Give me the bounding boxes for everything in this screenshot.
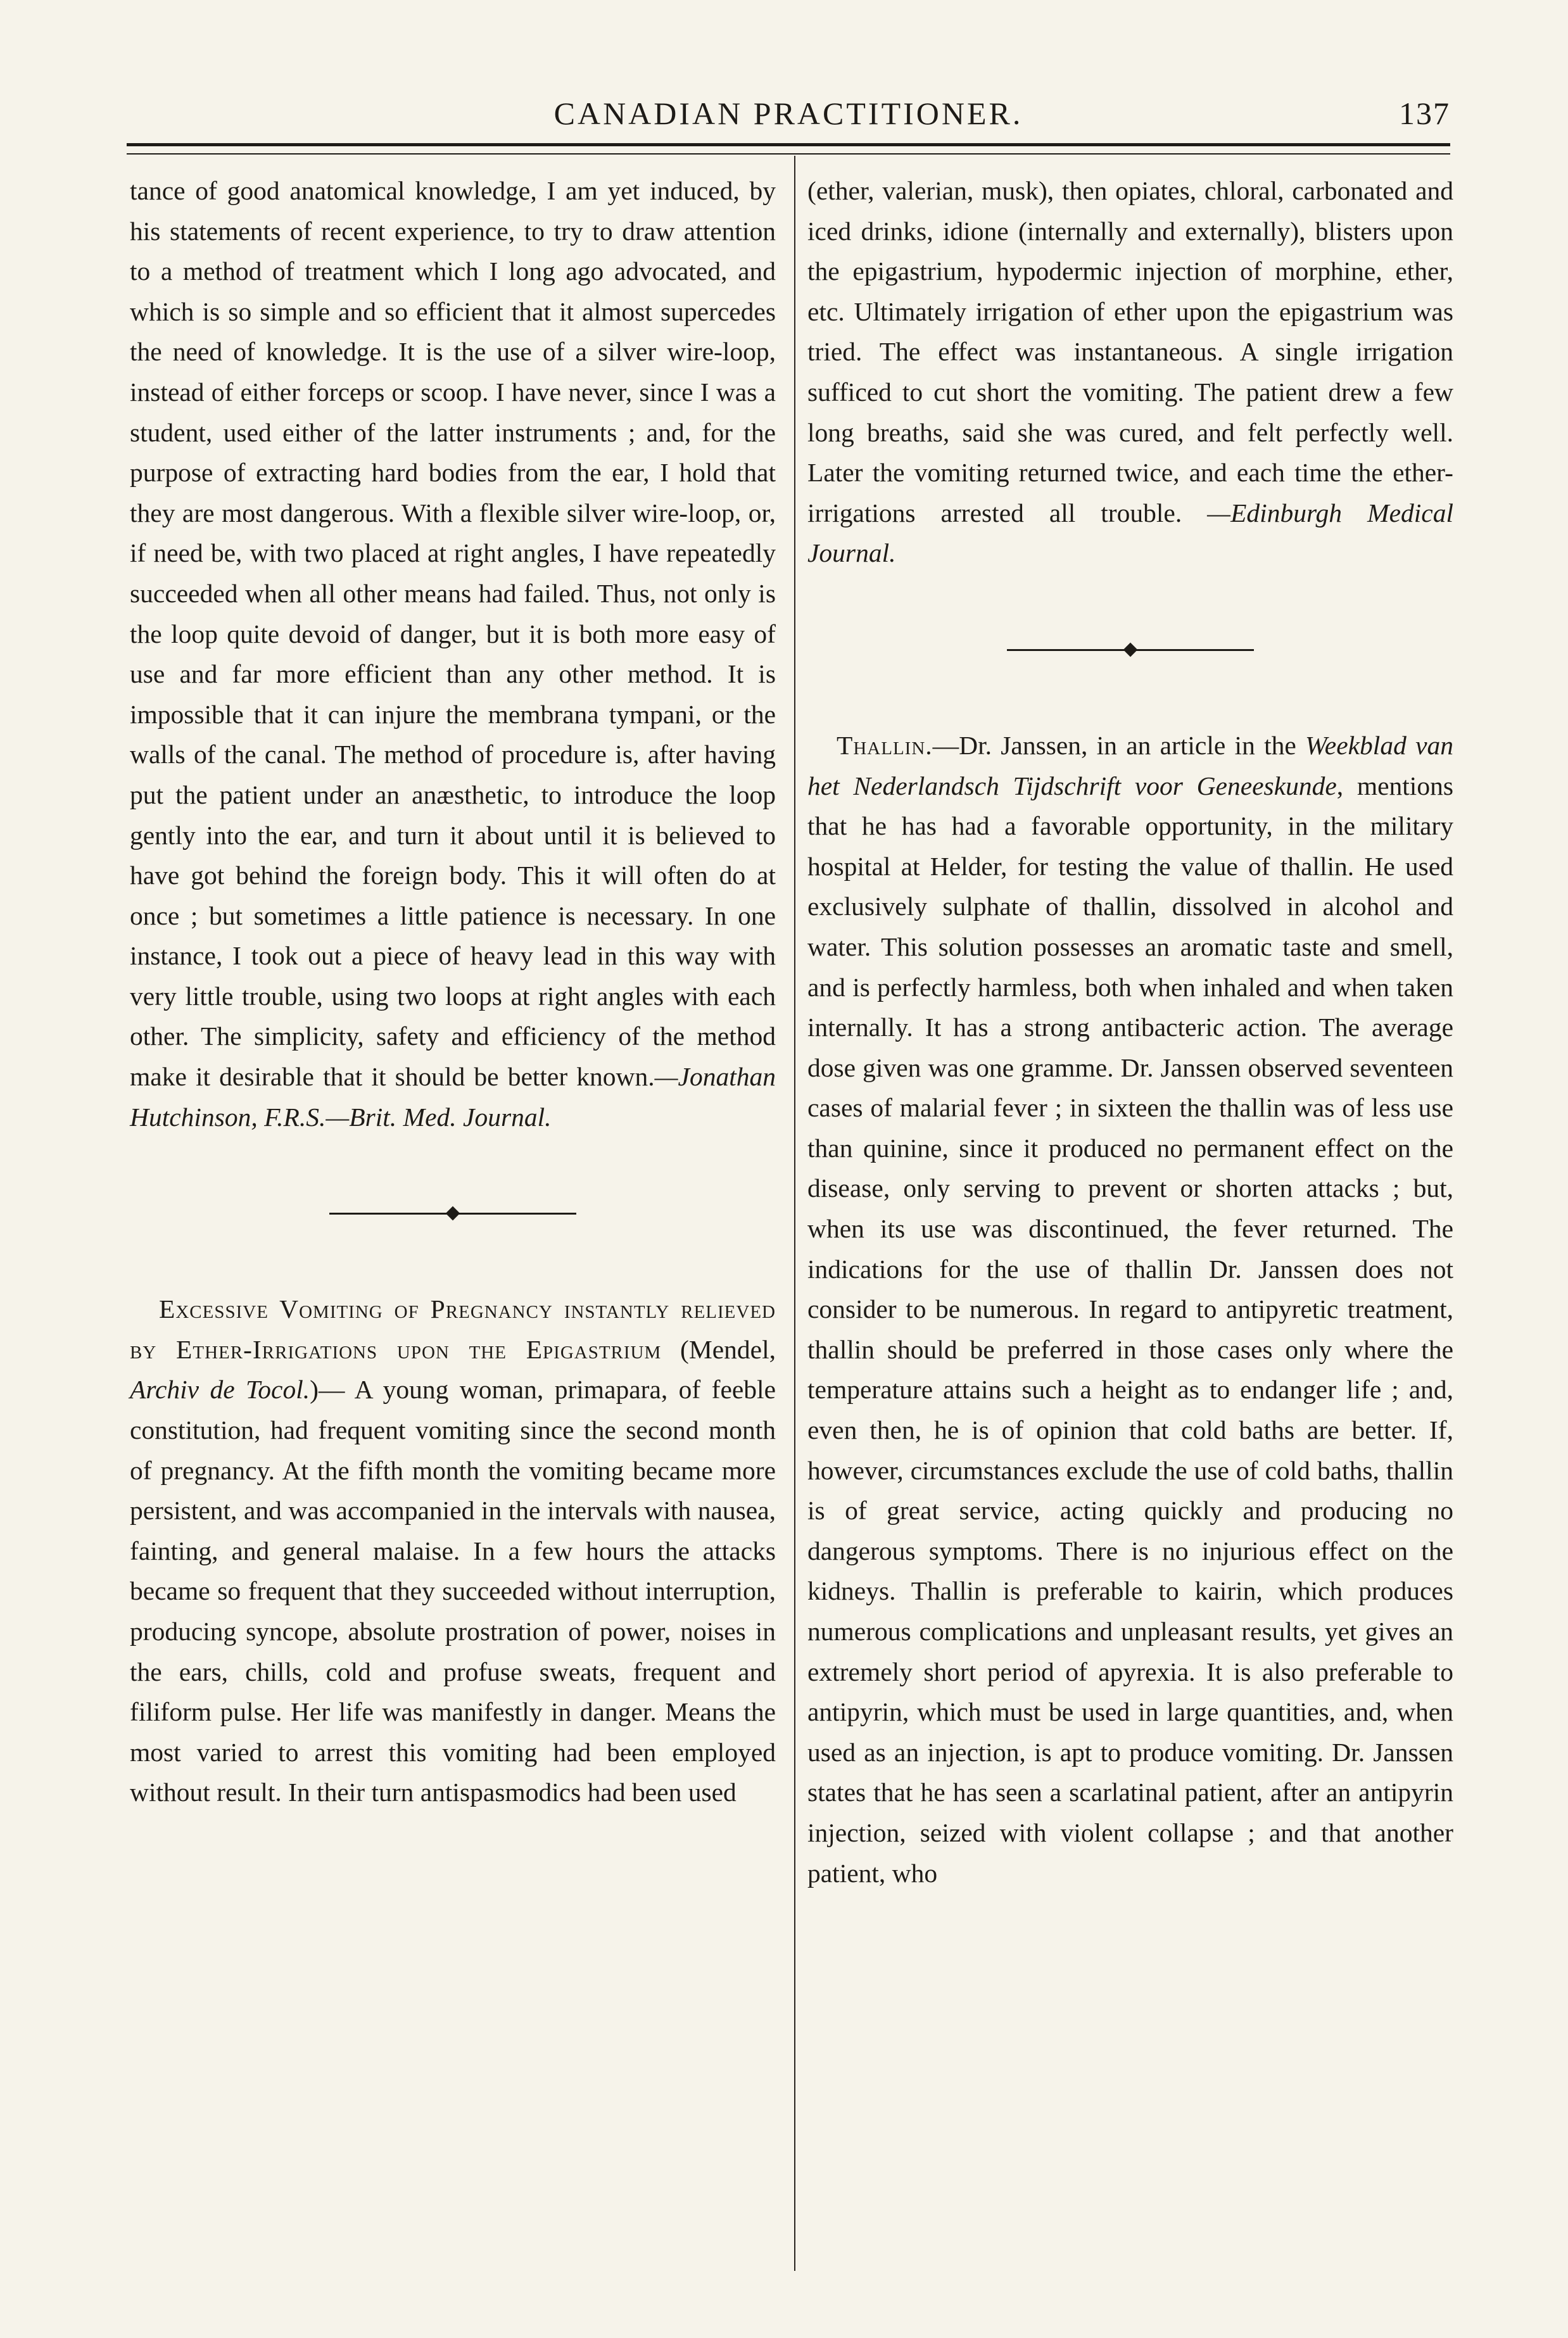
continued-paragraph — [807, 171, 1453, 574]
column-divider — [794, 156, 795, 2271]
page-number: 137 — [1399, 96, 1450, 131]
source-journal: Archiv de Tocol. — [130, 1375, 310, 1405]
section-separator — [1007, 637, 1254, 662]
paragraph-text: (ether, valerian, musk), then opiates, chloral, carbonated and iced drinks, idione (internally and externally), blisters upon the epigastrium, hypodermic injection of morphine, ether, etc. Ultimately irrigation of ether upon the epigastrium was tried. The effect was instantaneous. A single irrigation sufficed to cut short the vomiting. The patient drew a few long breaths, said she was cured, and felt perfectly well. Later the vomiting returned twice, and each time the ether-irrigations arrested all trouble. — [807, 176, 1453, 528]
article-body: , mentions that he has had a favorable opportunity, in the military hospital at Helder, for testing the value of thallin. He used exclusively sulphate of thallin, dissolved in alcohol and water. This solution possesses an aromatic taste and smell, and is perfectly harmless, both when inhaled and when taken internally. It has a strong antibacteric action. The average dose given was one gramme. Dr. Janssen observed seventeen cases of malarial fever ; in sixteen the thallin was of less use than quinine, since it produced no permanent effect on the disease, only serving to prevent or shorten attacks ; but, when its use was discontinued, the fever returned. The indications for the use of thallin Dr. Janssen does not consider to be numerous. In regard to antipyretic treatment, thallin should be preferred in those cases only where the temperature attains such a height as to endanger life ; and, even then, he is of opinion that cold baths are better. If, however, circumstances exclude the use of cold baths, thallin is of great service, acting quickly and producing no dangerous symptoms. There is no injurious effect on the kidneys. Thallin is preferable to kairin, which produces numerous complications and unpleasant results, yet gives an extremely short period of apyrexia. It is also preferable to antipyrin, which must be used in large quantities, and, when used as an injection, is apt to produce vomiting. Dr. Janssen states that he has seen a scarlatinal patient, after an antipyrin injection, seized with violent collapse ; and that another patient, who — [807, 771, 1453, 1888]
citation: —Edinburgh Medical Journal. — [807, 498, 1453, 568]
header-rule-thick — [127, 143, 1450, 146]
paragraph-text: tance of good anatomical knowledge, I am yet induced, by his statements of recent experience, to try to draw attention to a method of treatment which I long ago advocated, and which is so simple and so efficient that it almost supercedes the need of knowledge. It is the use of a silver wire-loop, instead of either forceps or scoop. I have never, since I was a student, used either of the latter instruments ; and, for the purpose of extracting hard bodies from the ear, I hold that they are most dangerous. With a flexible silver wire-loop, or, if need be, with two placed at right angles, I have repeatedly succeeded when all other means had failed. Thus, not only is the loop quite devoid of danger, but it is both more easy of use and far more efficient than any other method. It is impossible that it can injure the membrana tympani, or the walls of the canal. The method of procedure is, after having put the patient under an anæsthetic, to introduce the loop gently into the ear, and turn it about until it is believed to have got behind the foreign body. This it will often do at once ; but sometimes a little patience is necessary. In one instance, I took out a piece of heavy lead in this way with very little trouble, using two loops at right angles with each other. The simplicity, safety and efficiency of the method make it desirable that it should be better known. — [130, 176, 776, 1092]
journal-title: CANADIAN PRACTITIONER. — [553, 96, 1023, 131]
section-separator — [329, 1201, 576, 1226]
header-rule-thin — [127, 153, 1450, 155]
article-heading: Excessive Vomiting of Pregnancy instantly relieved by Ether-Irrigations upon the Epigastrium — [130, 1294, 776, 1364]
left-column — [130, 171, 776, 1813]
citation: —Jonathan Hutchinson, F.R.S.—Brit. Med. Journal. — [130, 1062, 776, 1132]
running-header — [127, 95, 1450, 139]
article-thallin: Thallin.—Dr. Janssen, in an article in the Weekblad van het Nederlandsch Tijdschrift voor Geneeskunde, mentions that he has had a favorable opportunity, in the military hospital at Helder, for testing the value of thallin. He used exclusively sulphate of thallin, dissolved in alcohol and water. This solution possesses an aromatic taste and smell, and is perfectly harmless, both when inhaled and when taken internally. It has a strong antibacteric action. The average dose given was one gramme. Dr. Janssen observed seventeen cases of malarial fever ; in sixteen the thallin was of less use than quinine, since it produced no permanent effect on the disease, only serving to prevent or shorten attacks ; but, when its use was discontinued, the fever returned. The indications for the use of thallin Dr. Janssen does not consider to be numerous. In regard to antipyretic treatment, thallin should be preferred in those cases only where the temperature attains such a height as to endanger life ; and, even then, he is of opinion that cold baths are better. If, however, circumstances exclude the use of cold baths, thallin is of great service, acting quickly and producing no dangerous symptoms. There is no injurious effect on the kidneys. Thallin is preferable to kairin, which produces numerous complications and unpleasant results, yet gives an extremely short period of apyrexia. It is also preferable to antipyrin, which must be used in large quantities, and, when used as an injection, is apt to produce vomiting. Dr. Janssen states that he has seen a scarlatinal patient, after an antipyrin injection, seized with violent collapse ; and that another patient, who — [807, 730, 1453, 1888]
article-vomiting-pregnancy: Excessive Vomiting of Pregnancy instantly relieved by Ether-Irrigations upon the Epigastrium (Mendel, Archiv de Tocol.)— A young woman, primapara, of feeble constitution, had frequent vomiting since the second month of pregnancy. At the fifth month the vomiting became more persistent, and was accompanied in the intervals with nausea, fainting, and general malaise. In a few hours the attacks became so frequent that they succeeded without interruption, producing syncope, absolute prostration of power, noises in the ears, chills, cold and profuse sweats, frequent and filiform pulse. Her life was manifestly in danger. Means the most varied to arrest this vomiting had been employed without result. In their turn antispasmodics had been used — [130, 1294, 776, 1807]
right-column — [807, 171, 1453, 1893]
continued-paragraph — [130, 171, 776, 1137]
article-heading: Thallin. — [837, 730, 933, 760]
source-journal: Weekblad van het Nederlandsch Tijdschrift voor Geneeskunde — [807, 730, 1453, 800]
article-body: A young woman, primapara, of feeble constitution, had frequent vomiting since the second month of pregnancy. At the fifth month the vomiting became more persistent, and was accompanied in the intervals with nausea, fainting, and general malaise. In a few hours the attacks became so frequent that they succeeded without interruption, producing syncope, absolute prostration of power, noises in the ears, chills, cold and profuse sweats, frequent and filiform pulse. Her life was manifestly in danger. Means the most varied to arrest this vomiting had been employed without result. In their turn antispasmodics had been used — [130, 1375, 776, 1807]
